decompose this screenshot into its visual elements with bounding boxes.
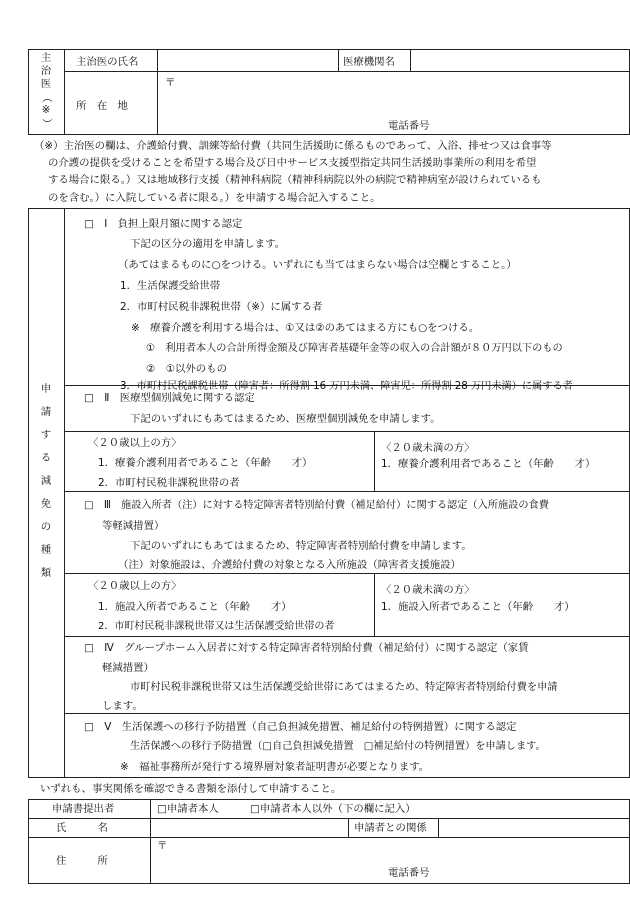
section-2-checkbox-title[interactable]: □ Ⅱ 医療型個別減免に関する認定 xyxy=(84,392,255,404)
submitter-self-checkbox[interactable]: □申請者本人 xyxy=(157,803,219,815)
relation-field[interactable] xyxy=(439,819,628,836)
submitter-address-label: 住 所 xyxy=(56,855,108,867)
physician-name-field[interactable] xyxy=(158,50,337,70)
section-3-checkbox-title[interactable]: □ Ⅲ 施設入所者（注）に対する特定障害者特別給付費（補足給付）に関する認定（入所施設の食費 xyxy=(84,500,549,511)
relation-label: 申請者との関係 xyxy=(354,822,427,834)
section-4-checkbox-title[interactable]: □ Ⅳ グループホーム入居者に対する特定障害者特別給付費（補足給付）に関する認定（家賃 xyxy=(84,642,529,654)
physician-postal-mark: 〒 xyxy=(165,77,176,89)
submitter-name-field[interactable] xyxy=(151,819,347,836)
submitter-label: 申請書提出者 xyxy=(52,803,115,815)
submitter-address-field[interactable] xyxy=(151,838,628,868)
closing-note: いずれも、事実関係を確認できる書類を添付して申請すること。 xyxy=(40,783,342,795)
section-1-checkbox-title[interactable]: □ Ⅰ 負担上限月額に関する認定 xyxy=(84,218,243,230)
physician-phone-label: 電話番号 xyxy=(388,120,430,132)
submitter-phone-label: 電話番号 xyxy=(388,867,430,879)
physician-side-label: 主 治 医 （ ※ ） xyxy=(40,52,53,129)
submitter-other-checkbox[interactable]: □申請者本人以外（下の欄に記入） xyxy=(250,803,416,815)
submitter-name-label: 氏 名 xyxy=(56,822,108,834)
physician-address-label: 所 在 地 xyxy=(76,100,128,112)
physician-name-label: 主治医の氏名 xyxy=(76,56,139,68)
reduction-side-label: 申 請 す る 減 免 の 種 類 xyxy=(40,383,52,579)
institution-field[interactable] xyxy=(411,50,628,70)
physician-address-field[interactable] xyxy=(158,72,628,118)
section-5-checkbox-title[interactable]: □ Ⅴ 生活保護への移行予防措置（自己負担減免措置、補足給付の特例措置）に関する認定 xyxy=(84,721,517,733)
institution-label: 医療機関名 xyxy=(343,56,395,68)
submitter-postal-mark: 〒 xyxy=(157,840,168,852)
